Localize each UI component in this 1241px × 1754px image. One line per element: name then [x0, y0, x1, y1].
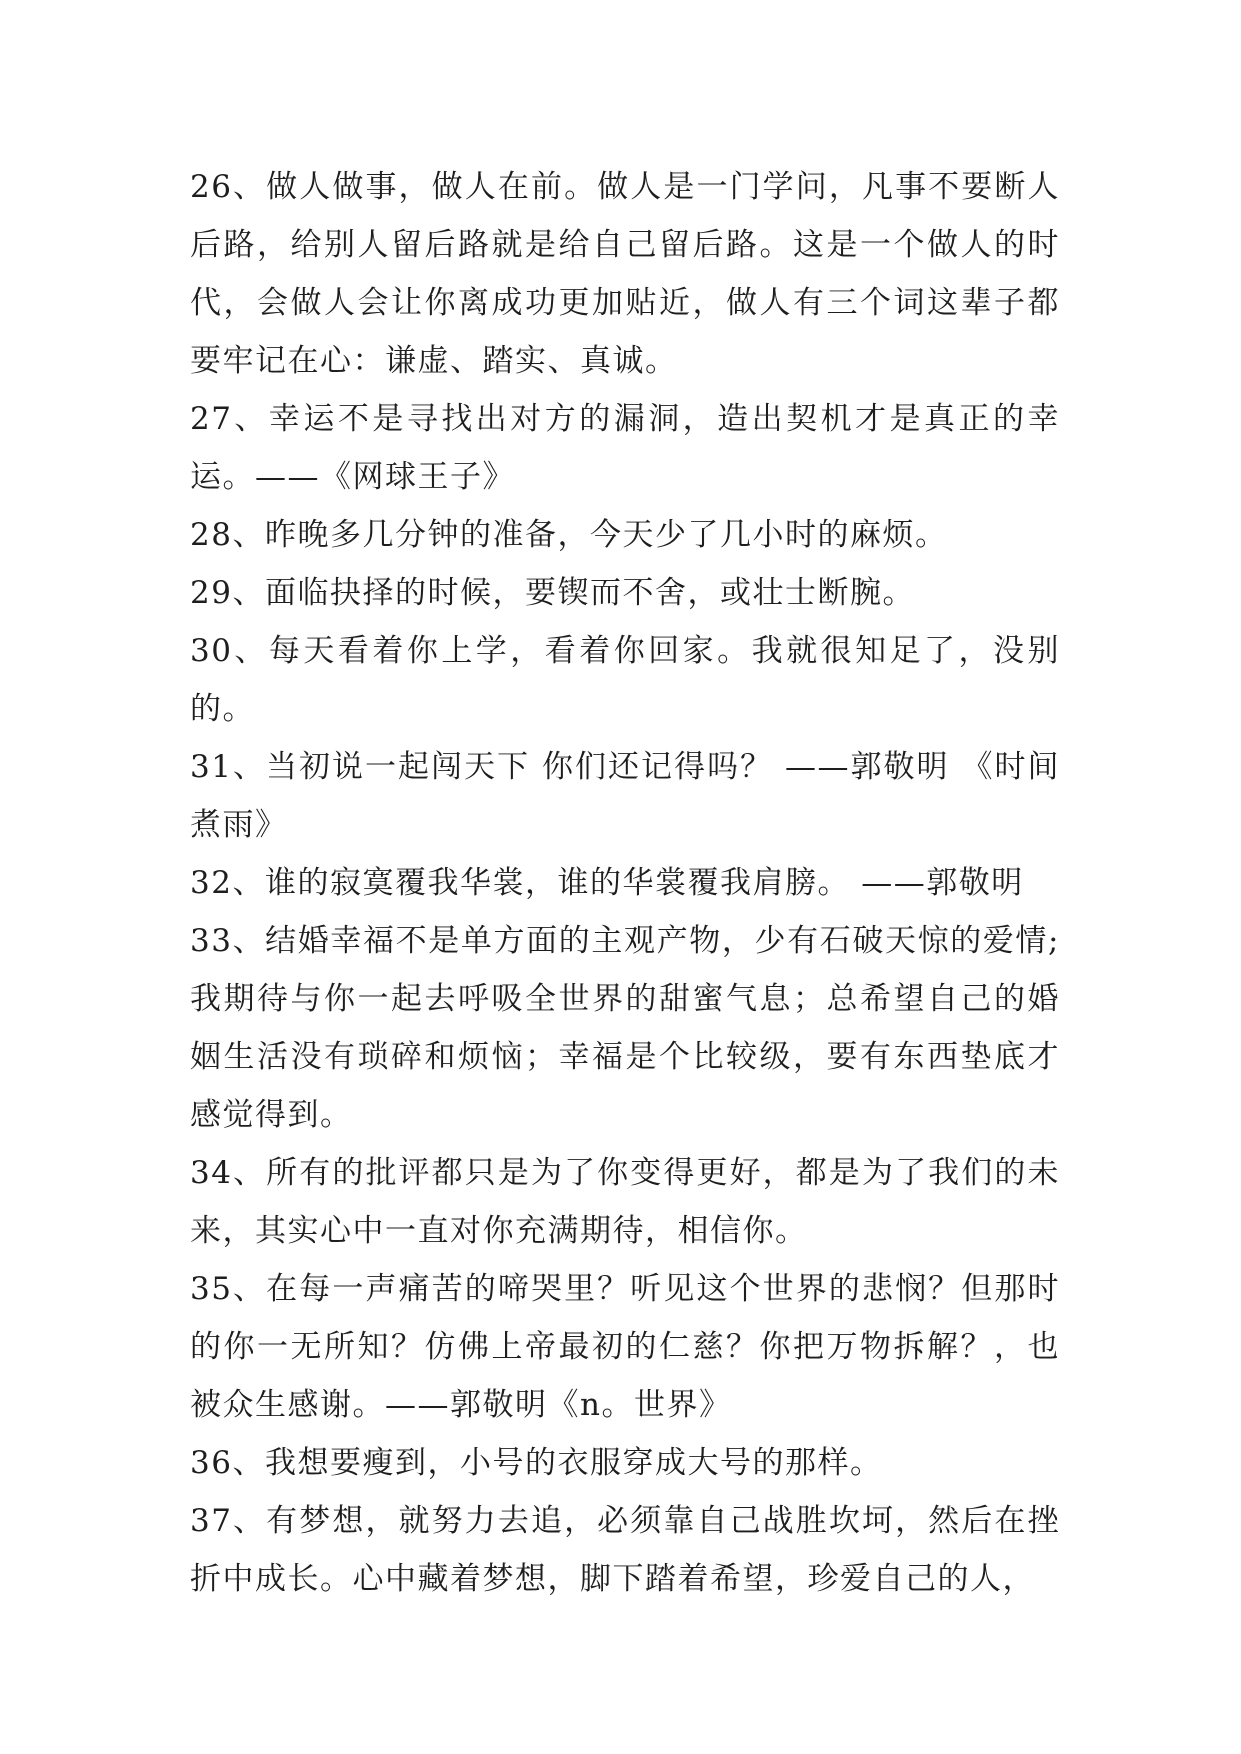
quote-36: 36、我想要瘦到，小号的衣服穿成大号的那样。 — [190, 1445, 883, 1481]
quote-28: 28、昨晚多几分钟的准备，今天少了几小时的麻烦。 — [190, 517, 948, 553]
quote-34: 34、所有的批评都只是为了你变得更好，都是为了我们的未来，其实心中一直对你充满期待，相信你。 — [190, 1155, 1060, 1249]
quote-29: 29、面临抉择的时候，要锲而不舍，或壮士断腕。 — [190, 575, 915, 611]
quote-27: 27、幸运不是寻找出对方的漏洞，造出契机才是真正的幸运。——《网球王子》 — [190, 401, 1060, 495]
quote-35: 35、在每一声痛苦的啼哭里？听见这个世界的悲悯？但那时的你一无所知？仿佛上帝最初的仁慈？你把万物拆解？，也被众生感谢。——郭敬明《n。世界》 — [190, 1271, 1060, 1423]
quote-31: 31、当初说一起闯天下 你们还记得吗？ ——郭敬明 《时间煮雨》 — [190, 749, 1060, 843]
quote-32: 32、谁的寂寞覆我华裳，谁的华裳覆我肩膀。 ——郭敬明 — [190, 865, 1024, 901]
quote-37: 37、有梦想，就努力去追，必须靠自己战胜坎坷，然后在挫折中成长。心中藏着梦想，脚下踏着希望，珍爱自己的人， — [190, 1503, 1060, 1597]
document-body — [190, 158, 1060, 1608]
quote-33: 33、结婚幸福不是单方面的主观产物，少有石破天惊的爱情;我期待与你一起去呼吸全世界的甜蜜气息；总希望自己的婚姻生活没有琐碎和烦恼；幸福是个比较级，要有东西垫底才感觉得到。 — [190, 923, 1060, 1133]
quote-30: 30、每天看着你上学，看着你回家。我就很知足了，没别的。 — [190, 633, 1060, 727]
quote-26: 26、做人做事，做人在前。做人是一门学问，凡事不要断人后路，给别人留后路就是给自己留后路。这是一个做人的时代，会做人会让你离成功更加贴近，做人有三个词这辈子都要牢记在心：谦虚、踏实、真诚。 — [190, 169, 1060, 379]
